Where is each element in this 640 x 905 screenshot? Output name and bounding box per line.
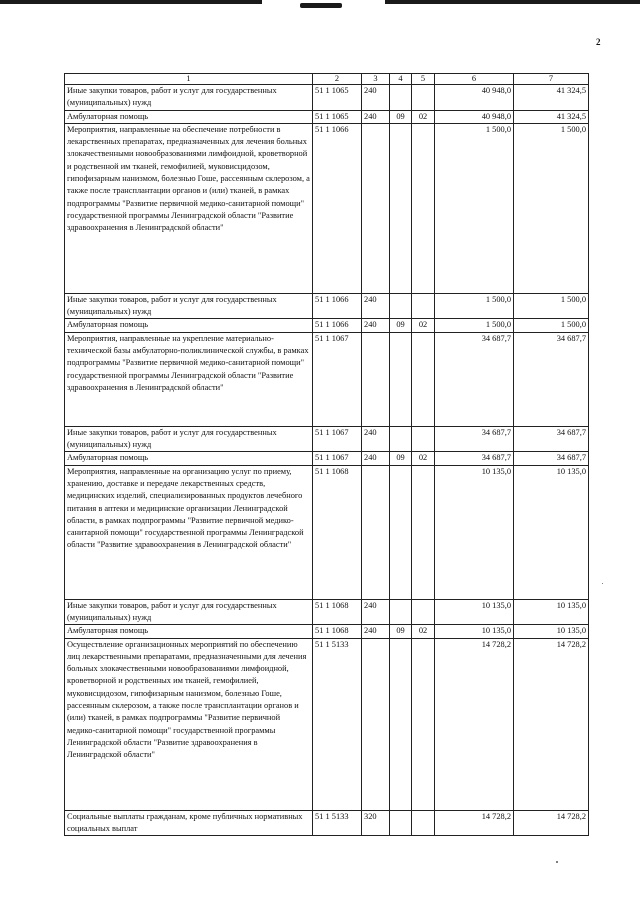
table-row [65, 110, 589, 123]
row-name: Амбулаторная помощь [65, 319, 313, 332]
row-expense-type [362, 638, 390, 810]
budget-table [64, 73, 589, 836]
row-target-code: 51 1 1068 [313, 625, 362, 638]
row-sum-second: 34 687,7 [514, 452, 589, 465]
row-section: 09 [390, 319, 412, 332]
row-subsection [412, 85, 435, 111]
row-sum-first: 10 135,0 [435, 465, 514, 599]
table-row [65, 599, 589, 625]
header-row [65, 74, 589, 85]
row-expense-type: 320 [362, 810, 390, 836]
row-subsection [412, 426, 435, 452]
row-expense-type [362, 123, 390, 293]
row-name: Иные закупки товаров, работ и услуг для государственных (муниципальных) нужд [65, 85, 313, 111]
row-subsection [412, 638, 435, 810]
scan-artifact-right [385, 0, 640, 4]
row-name: Амбулаторная помощь [65, 625, 313, 638]
row-name: Социальные выплаты гражданам, кроме публичных нормативных социальных выплат [65, 810, 313, 836]
row-name: Иные закупки товаров, работ и услуг для государственных (муниципальных) нужд [65, 426, 313, 452]
row-name: Иные закупки товаров, работ и услуг для государственных (муниципальных) нужд [65, 599, 313, 625]
row-target-code: 51 1 1067 [313, 426, 362, 452]
row-section [390, 123, 412, 293]
row-section [390, 293, 412, 319]
row-target-code: 51 1 1067 [313, 332, 362, 426]
row-subsection: 02 [412, 452, 435, 465]
row-sum-second: 41 324,5 [514, 85, 589, 111]
row-name: Амбулаторная помощь [65, 452, 313, 465]
header-col-2: 2 [313, 74, 362, 85]
row-target-code: 51 1 1068 [313, 465, 362, 599]
row-sum-first: 34 687,7 [435, 332, 514, 426]
row-name: Амбулаторная помощь [65, 110, 313, 123]
row-name: Мероприятия, направленные на обеспечение потребности в лекарственных препаратах, предназначенных для лечения больных злокачественными новообразованиями лимфоидной, кроветворной и родственной им тканей, гемофилией, муковисцидозом, гипофизарным нанизмом, болезнью Гоше, рассеянным склерозом, а также после трансплантации органов и (или) тканей, в рамках подпрограммы "Развитие первичной медико-санитарной помощи" государственной программы Ленинградской области "Развитие здравоохранения в Ленинградской области" [65, 123, 313, 293]
table-row [65, 810, 589, 836]
table-row [65, 452, 589, 465]
row-subsection [412, 293, 435, 319]
row-expense-type: 240 [362, 85, 390, 111]
row-sum-second: 10 135,0 [514, 465, 589, 599]
row-section [390, 465, 412, 599]
row-sum-second: 34 687,7 [514, 332, 589, 426]
row-name: Мероприятия, направленные на укрепление материально-технической базы амбулаторно-поликлинической службы, в рамках подпрограммы "Развитие первичной медико-санитарной помощи" государственной программы Ленинградской области "Развитие здравоохранения в Ленинградской области" [65, 332, 313, 426]
header-col-5: 5 [412, 74, 435, 85]
row-sum-second: 41 324,5 [514, 110, 589, 123]
page-number: 2 [596, 37, 601, 47]
row-target-code: 51 1 1066 [313, 293, 362, 319]
row-sum-second: 34 687,7 [514, 426, 589, 452]
scan-artifact-left [0, 0, 262, 4]
row-sum-first: 10 135,0 [435, 625, 514, 638]
header-col-3: 3 [362, 74, 390, 85]
row-expense-type: 240 [362, 625, 390, 638]
header-col-4: 4 [390, 74, 412, 85]
table-row [65, 638, 589, 810]
row-sum-second: 1 500,0 [514, 293, 589, 319]
row-sum-second: 14 728,2 [514, 638, 589, 810]
table-row [65, 123, 589, 293]
row-section: 09 [390, 110, 412, 123]
row-target-code: 51 1 1068 [313, 599, 362, 625]
row-expense-type: 240 [362, 426, 390, 452]
table-row [65, 293, 589, 319]
row-sum-second: 14 728,2 [514, 810, 589, 836]
row-section [390, 85, 412, 111]
row-subsection [412, 332, 435, 426]
row-section [390, 810, 412, 836]
row-sum-first: 34 687,7 [435, 426, 514, 452]
row-name: Мероприятия, направленные на организацию услуг по приему, хранению, доставке и передаче лекарственных средств, медицинских изделий, специализированных продуктов лечебного питания в аптеки и медицинские организации Ленинградской области, в рамках подпрограммы "Развитие первичной медико-санитарной помощи" государственной программы Ленинградской области "Развитие здравоохранения в Ленинградской области" [65, 465, 313, 599]
row-sum-first: 40 948,0 [435, 110, 514, 123]
table-row [65, 332, 589, 426]
row-target-code: 51 1 1066 [313, 123, 362, 293]
row-expense-type [362, 332, 390, 426]
row-section [390, 599, 412, 625]
header-col-6: 6 [435, 74, 514, 85]
row-sum-second: 1 500,0 [514, 123, 589, 293]
row-sum-second: 10 135,0 [514, 599, 589, 625]
row-section [390, 332, 412, 426]
row-section [390, 638, 412, 810]
row-subsection [412, 599, 435, 625]
table-row [65, 319, 589, 332]
row-target-code: 51 1 5133 [313, 810, 362, 836]
scan-artifact-mid [300, 3, 342, 8]
row-subsection [412, 465, 435, 599]
row-target-code: 51 1 1066 [313, 319, 362, 332]
row-expense-type: 240 [362, 599, 390, 625]
row-expense-type: 240 [362, 293, 390, 319]
row-name: Иные закупки товаров, работ и услуг для государственных (муниципальных) нужд [65, 293, 313, 319]
row-sum-first: 10 135,0 [435, 599, 514, 625]
row-section [390, 426, 412, 452]
row-target-code: 51 1 5133 [313, 638, 362, 810]
scan-speck [556, 861, 558, 863]
row-subsection: 02 [412, 319, 435, 332]
row-sum-second: 1 500,0 [514, 319, 589, 332]
row-expense-type: 240 [362, 452, 390, 465]
table-row [65, 426, 589, 452]
table-row [65, 625, 589, 638]
row-name: Осуществление организационных мероприятий по обеспечению лиц лекарственными препаратами, предназначенными для лечения больных злокачественными новообразованиями лимфоидной, кроветворной и родственных им тканей, гемофилией, муковисцидозом, гипофизарным нанизмом, болезнью Гоше, рассеянным склерозом, а также после трансплантации органов и (или) тканей, в рамках подпрограммы "Развитие первичной медико-санитарной помощи" государственной программы Ленинградской области "Развитие здравоохранения в Ленинградской области" [65, 638, 313, 810]
row-section: 09 [390, 452, 412, 465]
row-sum-first: 1 500,0 [435, 123, 514, 293]
row-sum-first: 40 948,0 [435, 85, 514, 111]
row-sum-first: 1 500,0 [435, 319, 514, 332]
row-expense-type [362, 465, 390, 599]
row-subsection: 02 [412, 625, 435, 638]
table-row [65, 465, 589, 599]
row-expense-type: 240 [362, 319, 390, 332]
row-sum-first: 34 687,7 [435, 452, 514, 465]
row-expense-type: 240 [362, 110, 390, 123]
row-section: 09 [390, 625, 412, 638]
row-sum-second: 10 135,0 [514, 625, 589, 638]
row-sum-first: 14 728,2 [435, 638, 514, 810]
row-subsection: 02 [412, 110, 435, 123]
row-sum-first: 1 500,0 [435, 293, 514, 319]
row-subsection [412, 810, 435, 836]
row-target-code: 51 1 1065 [313, 110, 362, 123]
row-target-code: 51 1 1065 [313, 85, 362, 111]
header-col-1: 1 [65, 74, 313, 85]
scan-speck [602, 583, 603, 584]
header-col-7: 7 [514, 74, 589, 85]
table-row [65, 85, 589, 111]
row-sum-first: 14 728,2 [435, 810, 514, 836]
row-target-code: 51 1 1067 [313, 452, 362, 465]
row-subsection [412, 123, 435, 293]
